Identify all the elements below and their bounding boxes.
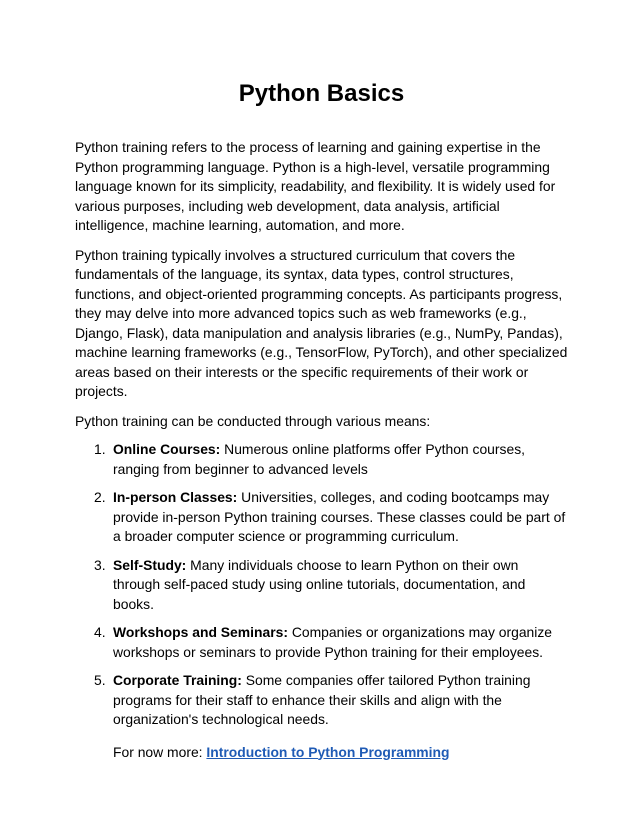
list-item bbox=[75, 623, 568, 662]
list-item-term: Online Courses: bbox=[113, 441, 221, 457]
list-item-text: Companies or organizations may organize workshops or seminars to provide Python training for their employees. bbox=[113, 624, 553, 660]
list-item-text: Some companies offer tailored Python training programs for their staff to enhance their skills and align with the organization's technological needs. bbox=[113, 672, 531, 727]
list-item-term: In-person Classes: bbox=[113, 489, 238, 505]
list-item bbox=[75, 488, 568, 547]
list-item-term: Corporate Training: bbox=[113, 672, 242, 688]
list-item-number: 1. bbox=[94, 441, 106, 457]
list-item-text: Many individuals choose to learn Python on their own through self-paced study using online tutorials, documentation, and books. bbox=[113, 556, 526, 612]
list-item-text: Universities, colleges, and coding bootcamps may provide in-person Python training courses. These classes could be part of a broader computer science or programming curriculum. bbox=[113, 489, 566, 544]
intro-paragraph: Python training refers to the process of learning and gaining expertise in the Python programming language. Python is a high-level, versatile programming language known for its simplicity, readability, and flexibility. It is widely used for various purposes, including web development, data analysis, artificial intelligence, machine learning, automation, and more. bbox=[75, 139, 556, 233]
list-item-term: Workshops and Seminars: bbox=[113, 624, 288, 640]
list-item-text: Numerous online platforms offer Python courses, ranging from beginner to advanced levels bbox=[113, 441, 526, 477]
list-item-number: 4. bbox=[94, 624, 106, 640]
read-more-prefix: For now more: bbox=[113, 743, 207, 760]
intro-to-python-link[interactable]: Introduction to Python Programming bbox=[206, 743, 450, 760]
list-item-number: 3. bbox=[94, 556, 106, 573]
read-more-line bbox=[113, 743, 568, 763]
curriculum-paragraph: Python training typically involves a structured curriculum that covers the fundamentals of the language, its syntax, data types, control structures, functions, and object-oriented programming concepts. As participants progress, they may delve into more advanced topics such as web frameworks (e.g., Django, Flask), data manipulation and analysis libraries (e.g., NumPy, Pandas), machine learning frameworks (e.g., TensorFlow, PyTorch), and other specialized areas based on their interests or the specific requirements of their work or projects. bbox=[75, 246, 568, 399]
training-means-list bbox=[75, 440, 568, 730]
list-item-number: 5. bbox=[94, 672, 106, 688]
list-item bbox=[75, 440, 568, 479]
document-title: Python Basics bbox=[238, 80, 405, 107]
list-item bbox=[75, 556, 568, 615]
list-item-term: Self-Study: bbox=[113, 556, 187, 573]
list-item-number: 2. bbox=[94, 489, 106, 505]
list-item bbox=[75, 671, 568, 730]
means-intro-paragraph: Python training can be conducted through various means: bbox=[75, 412, 431, 429]
